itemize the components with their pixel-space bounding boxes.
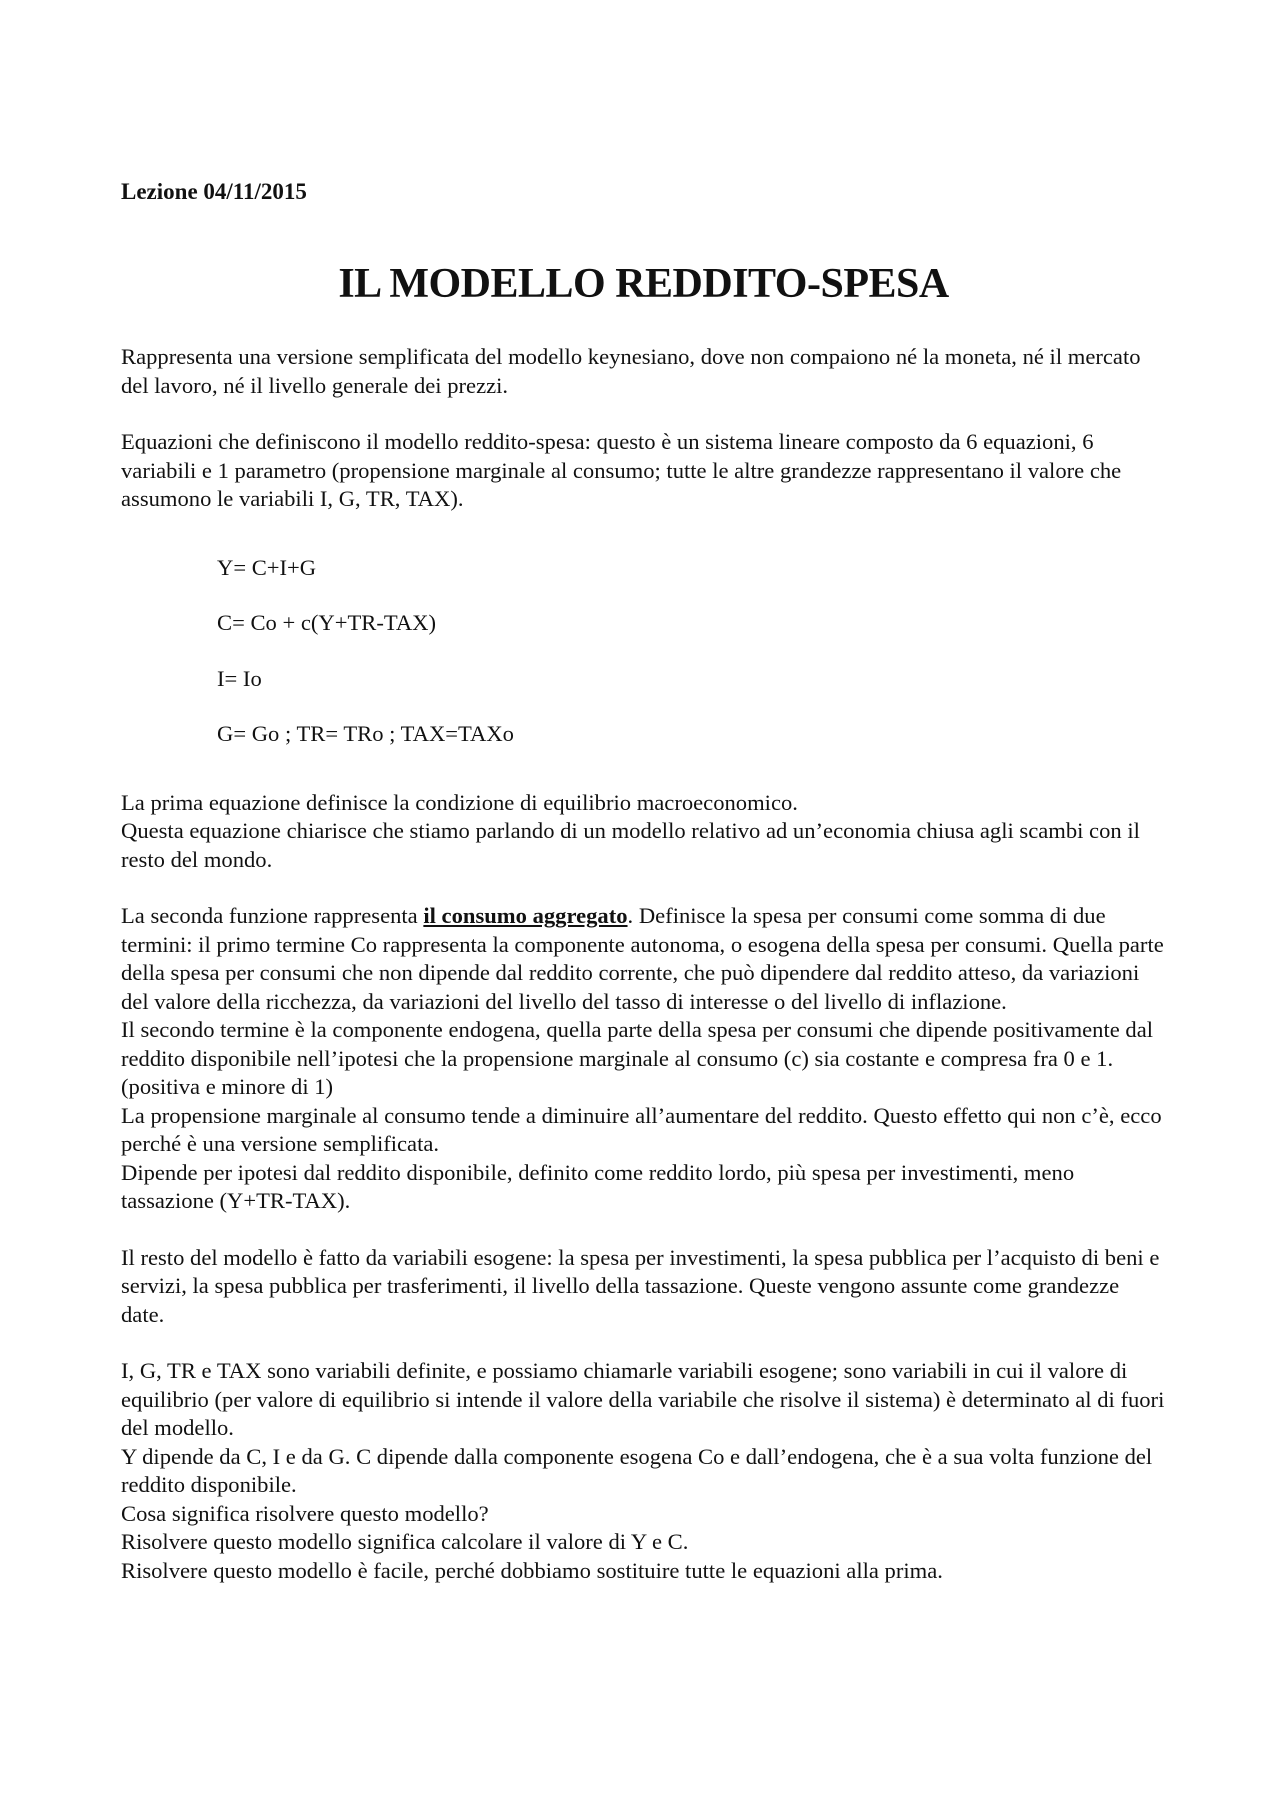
- body-paragraph-12: Risolvere questo modello è facile, perché dobbiamo sostituire tutte le equazioni alla prima.: [121, 1557, 943, 1583]
- lesson-date-heading: Lezione 04/11/2015: [121, 179, 307, 204]
- body-paragraph-2: Questa equazione chiarisce che stiamo parlando di un modello relativo ad un’economia chiusa agli scambi con il resto del mondo.: [121, 818, 1140, 872]
- body-paragraph-7: Il resto del modello è fatto da variabili esogene: la spesa per investimenti, la spesa pubblica per l’acquisto di beni e servizi, la spesa pubblica per trasferimenti, il livello della tassazione. Queste vengono assunte come grandezze date.: [121, 1244, 1160, 1327]
- body-paragraph-4: Il secondo termine è la componente endogena, quella parte della spesa per consumi che dipende positivamente dal reddito disponibile nell’ipotesi che la propensione marginale al consumo (c) sia costante e compresa fra 0 e 1. (positiva e minore di 1): [121, 1017, 1154, 1099]
- intro-paragraph-2: Equazioni che definiscono il modello reddito-spesa: questo è un sistema lineare composto da 6 equazioni, 6 variabili e 1 parametro (propensione marginale al consumo; tutte le altre grandezze rappresentano il valore che assumono le variabili I, G, TR, TAX).: [121, 429, 1122, 511]
- body-paragraph-3-start: La seconda funzione rappresenta: [121, 903, 424, 928]
- document-title: IL MODELLO REDDITO-SPESA: [338, 261, 949, 307]
- body-paragraph-3: [121, 902, 1166, 1016]
- equation-consumption: C= Co + c(Y+TR-TAX): [217, 610, 437, 635]
- equation-exogenous: G= Go ; TR= TRo ; TAX=TAXo: [217, 721, 514, 746]
- equation-investment: I= Io: [217, 665, 262, 691]
- equation-system: [217, 554, 1166, 749]
- aggregate-consumption-term: il consumo aggregato: [423, 903, 628, 928]
- body-paragraph-11: Risolvere questo modello significa calcolare il valore di Y e C.: [121, 1529, 689, 1554]
- body-paragraph-10: Cosa significa risolvere questo modello?: [121, 1500, 489, 1526]
- body-paragraph-6: Dipende per ipotesi dal reddito disponibile, definito come reddito lordo, più spesa per investimenti, meno tassazione (Y+TR-TAX).: [121, 1159, 1075, 1213]
- equation-income: Y= C+I+G: [217, 554, 317, 580]
- intro-paragraph-1: Rappresenta una versione semplificata del modello keynesiano, dove non compaiono né la moneta, né il mercato del lavoro, né il livello generale dei prezzi.: [121, 344, 1141, 398]
- body-paragraph-5: La propensione marginale al consumo tende a diminuire all’aumentare del reddito. Questo effetto qui non c’è, ecco perché è una versione semplificata.: [121, 1102, 1162, 1156]
- body-paragraph-1: La prima equazione definisce la condizione di equilibrio macroeconomico.: [121, 789, 798, 815]
- body-paragraph-3-rest: . Definisce la spesa per consumi come somma di due termini: il primo termine Co rappresenta la componente autonoma, o esogena della spesa per consumi. Quella parte della spesa per consumi che non dipende dal reddito corrente, che può dipendere dal reddito atteso, da variazioni del valore della ricchezza, da variazioni del livello del tasso di interesse o del livello di inflazione.: [121, 903, 1164, 1014]
- document-page: [121, 178, 1166, 1585]
- body-paragraph-8: I, G, TR e TAX sono variabili definite, e possiamo chiamarle variabili esogene; sono variabili in cui il valore di equilibrio (per valore di equilibrio si intende il valore della variabile che risolve il sistema) è determinato al di fuori del modello.: [121, 1358, 1165, 1440]
- body-paragraph-9: Y dipende da C, I e da G. C dipende dalla componente esogena Co e dall’endogena, che è a sua volta funzione del reddito disponibile.: [121, 1443, 1153, 1497]
